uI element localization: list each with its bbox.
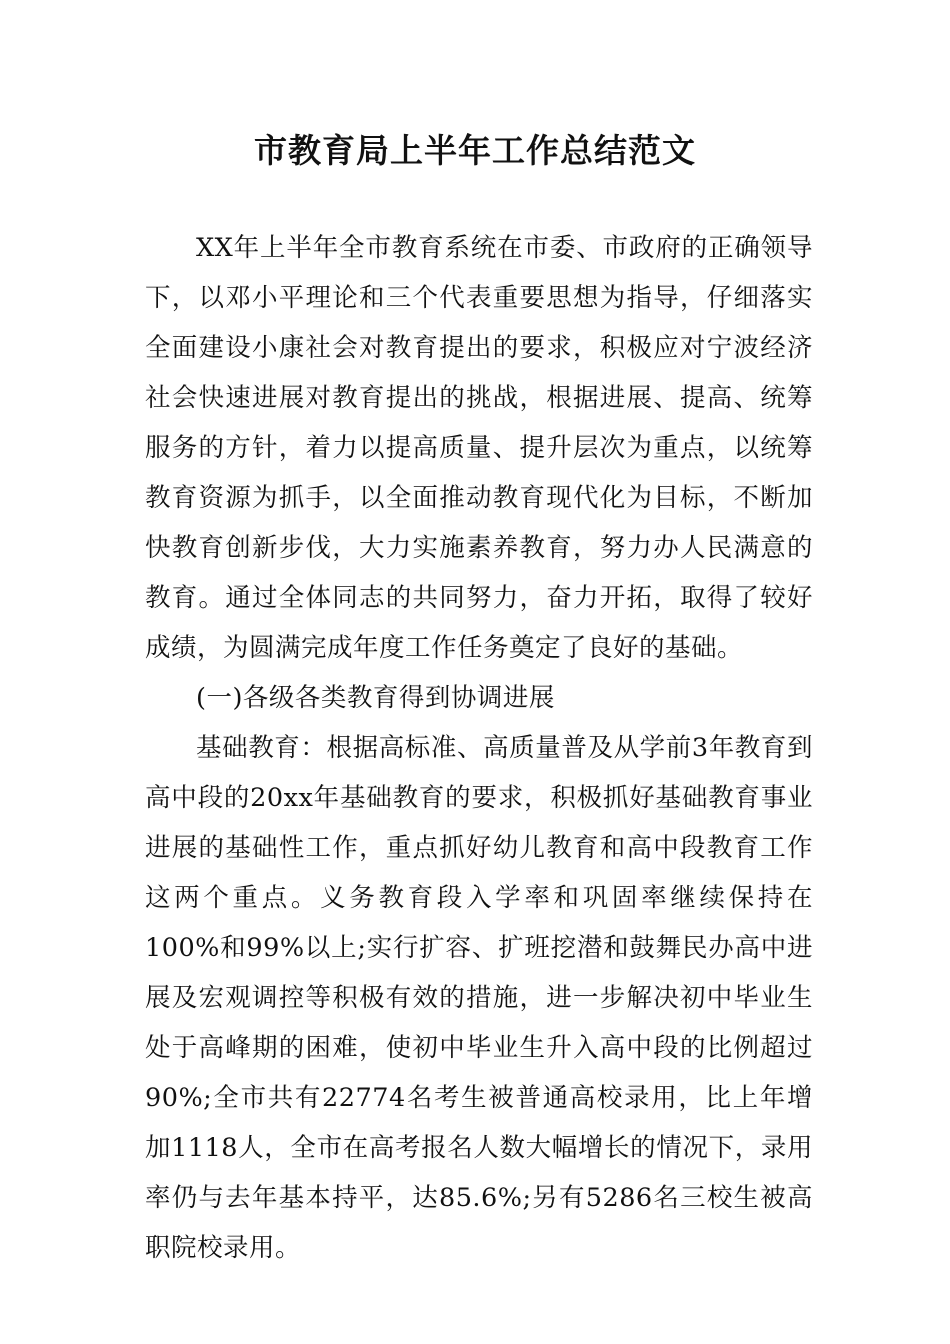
document-title: 市教育局上半年工作总结范文 bbox=[254, 131, 696, 170]
document-body bbox=[145, 223, 813, 1273]
paragraph-intro: XX年上半年全市教育系统在市委、市政府的正确领导下，以邓小平理论和三个代表重要思想为指导，仔细落实全面建设小康社会对教育提出的要求，积极应对宁波经济社会快速进展对教育提出的挑战，根据进展、提高、统筹服务的方针，着力以提高质量、提升层次为重点，以统筹教育资源为抓手，以全面推动教育现代化为目标，不断加快教育创新步伐，大力实施素养教育，努力办人民满意的教育。通过全体同志的共同努力，奋力开拓，取得了较好成绩，为圆满完成年度工作任务奠定了良好的基础。 bbox=[145, 233, 813, 663]
paragraph-basic-education: 基础教育：根据高标准、高质量普及从学前3年教育到高中段的20xx年基础教育的要求，积极抓好基础教育事业进展的基础性工作，重点抓好幼儿教育和高中段教育工作这两个重点。义务教育段入学率和巩固率继续保持在100%和99%以上;实行扩容、扩班挖潜和鼓舞民办高中进展及宏观调控等积极有效的措施，进一步解决初中毕业生处于高峰期的困难，使初中毕业生升入高中段的比例超过90%;全市共有22774名考生被普通高校录用，比上年增加1118人，全市在高考报名人数大幅增长的情况下，录用率仍与去年基本持平，达85.6%;另有5286名三校生被高职院校录用。 bbox=[145, 733, 813, 1263]
section-heading: (一)各级各类教育得到协调进展 bbox=[196, 683, 555, 713]
